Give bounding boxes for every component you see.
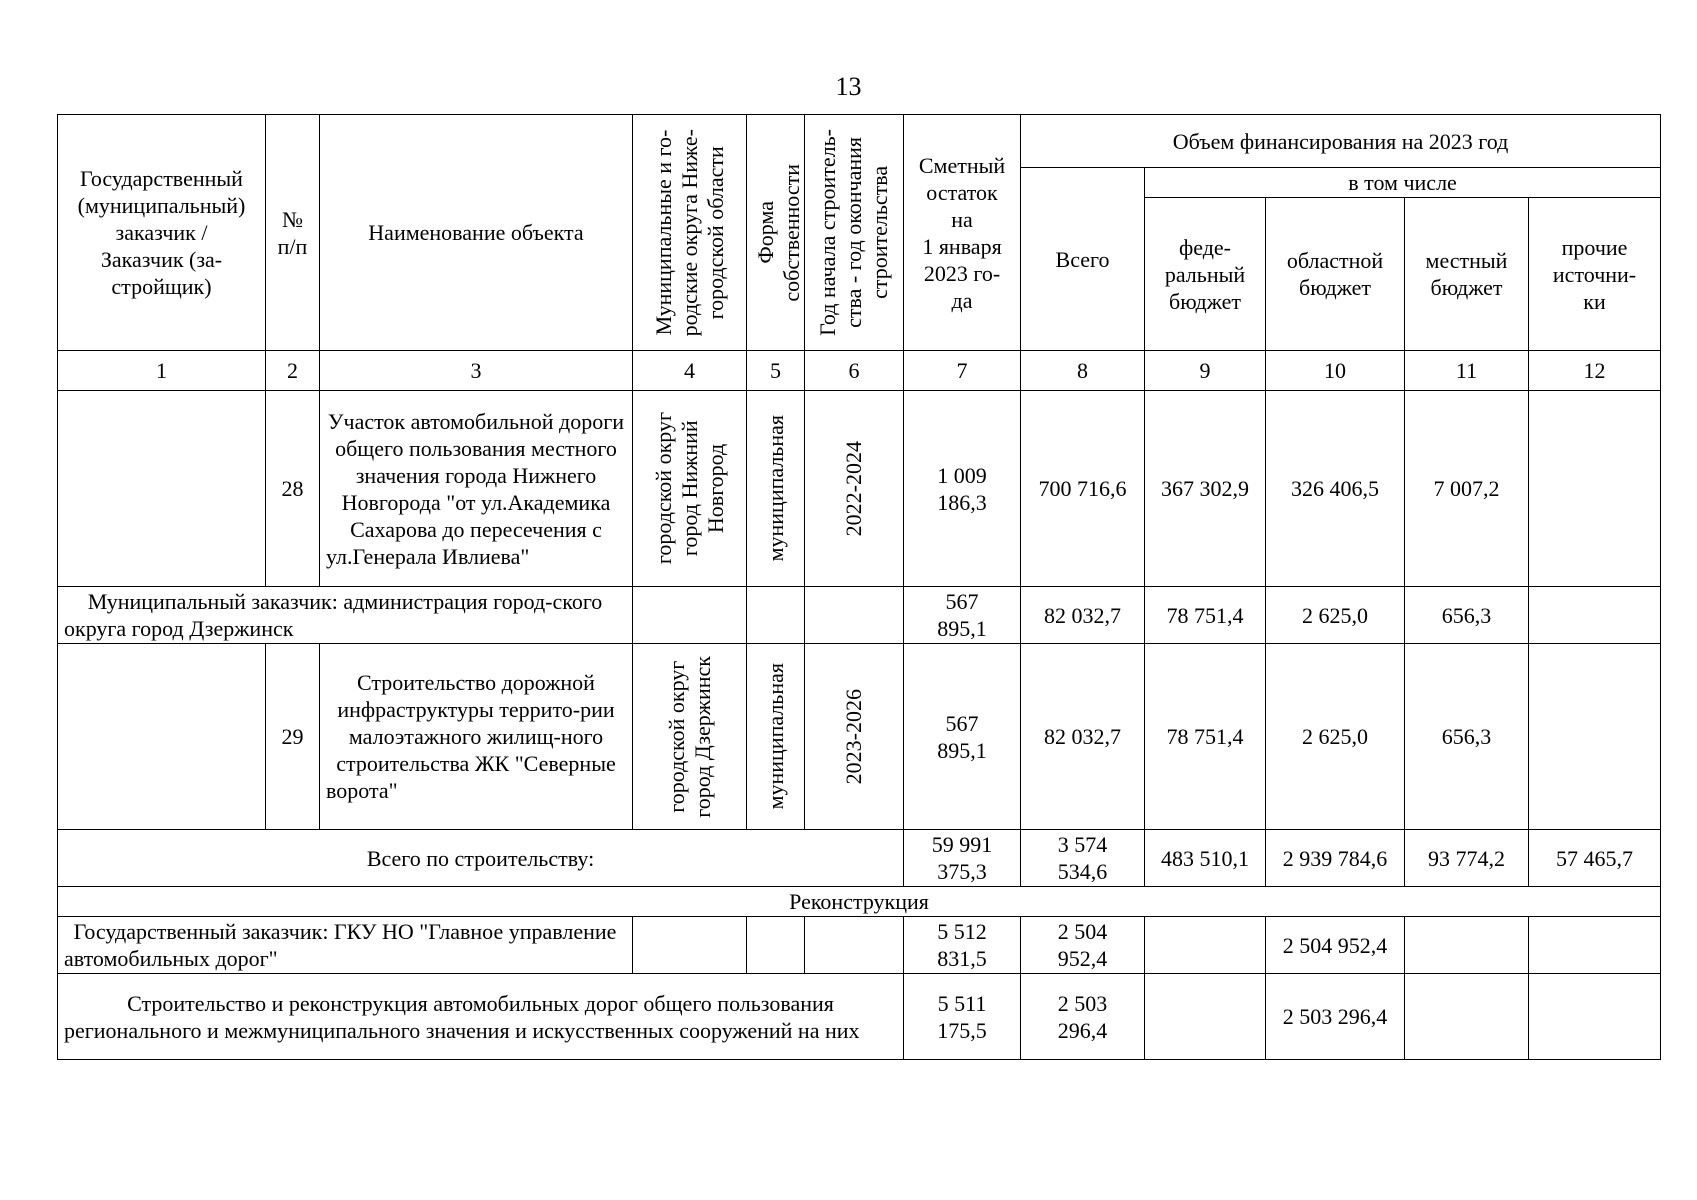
cell-years-text: 2023-2026 bbox=[841, 688, 866, 785]
column-number: 11 bbox=[1405, 351, 1529, 391]
cell-regional: 2 625,0 bbox=[1266, 587, 1405, 644]
cell-total: 2 503 296,4 bbox=[1021, 974, 1145, 1060]
cell-years-empty bbox=[805, 917, 904, 974]
column-number-row bbox=[58, 351, 1661, 391]
cell-other bbox=[1529, 391, 1661, 587]
cell-federal: 367 302,9 bbox=[1145, 391, 1266, 587]
cell-local: 656,3 bbox=[1405, 644, 1529, 830]
cell-federal: 78 751,4 bbox=[1145, 644, 1266, 830]
cell-balance: 1 009 186,3 bbox=[904, 391, 1021, 587]
cell-federal: 78 751,4 bbox=[1145, 587, 1266, 644]
cell-local bbox=[1405, 917, 1529, 974]
cell-balance: 567 895,1 bbox=[904, 587, 1021, 644]
cell-other bbox=[1529, 974, 1661, 1060]
cell-district bbox=[633, 391, 747, 587]
cell-district-text: городской округ город Дзержинск bbox=[663, 655, 715, 818]
cell-local: 7 007,2 bbox=[1405, 391, 1529, 587]
cell-total: 82 032,7 bbox=[1021, 644, 1145, 830]
column-number: 5 bbox=[747, 351, 805, 391]
cell-federal bbox=[1145, 917, 1266, 974]
column-number: 9 bbox=[1145, 351, 1266, 391]
cell-ownership-text: муниципальная bbox=[762, 415, 788, 562]
page-number: 13 bbox=[835, 72, 862, 101]
header-regional: областной бюджет bbox=[1266, 198, 1405, 351]
cell-total-label: Всего по строительству: bbox=[58, 830, 904, 887]
cell-federal bbox=[1145, 974, 1266, 1060]
cell-customer-empty bbox=[58, 644, 266, 830]
cell-ownership-text: муниципальная bbox=[762, 663, 788, 810]
cell-other bbox=[1529, 644, 1661, 830]
header-including: в том числе bbox=[1145, 168, 1661, 198]
table-row-29 bbox=[58, 644, 1661, 830]
header-financing-volume: Объем финансирования на 2023 год bbox=[1021, 115, 1661, 168]
cell-other: 57 465,7 bbox=[1529, 830, 1661, 887]
customer-row-gku bbox=[58, 917, 1661, 974]
cell-years bbox=[805, 644, 904, 830]
financing-table bbox=[57, 114, 1661, 1060]
header-districts-text: Муниципальные и го- родские округа Ниже- городской области bbox=[650, 128, 728, 337]
column-number: 2 bbox=[266, 351, 320, 391]
construction-total-row bbox=[58, 830, 1661, 887]
cell-program-label: Строительство и реконструкция автомобильных дорог общего пользования регионального и межмуниципального значения и искусственных сооружений на них bbox=[58, 974, 904, 1060]
header-local: местный бюджет bbox=[1405, 198, 1529, 351]
cell-total: 82 032,7 bbox=[1021, 587, 1145, 644]
cell-federal: 483 510,1 bbox=[1145, 830, 1266, 887]
header-total: Всего bbox=[1021, 168, 1145, 351]
cell-ownership-empty bbox=[747, 917, 805, 974]
column-number: 12 bbox=[1529, 351, 1661, 391]
cell-district-empty bbox=[633, 587, 747, 644]
cell-total: 2 504 952,4 bbox=[1021, 917, 1145, 974]
cell-num: 28 bbox=[266, 391, 320, 587]
table-row-28 bbox=[58, 391, 1661, 587]
header-other: прочие источни- ки bbox=[1529, 198, 1661, 351]
header-customer: Государственный (муниципальный) заказчик / Заказчик (за- стройщик) bbox=[58, 115, 266, 351]
header-ownership bbox=[747, 115, 805, 351]
cell-regional: 2 504 952,4 bbox=[1266, 917, 1405, 974]
header-estimated-balance: Сметный остаток на 1 января 2023 го- да bbox=[904, 115, 1021, 351]
cell-regional: 2 625,0 bbox=[1266, 644, 1405, 830]
cell-local: 656,3 bbox=[1405, 587, 1529, 644]
cell-customer-label: Государственный заказчик: ГКУ НО "Главное управление автомобильных дорог" bbox=[58, 917, 633, 974]
cell-district-empty bbox=[633, 917, 747, 974]
column-number: 3 bbox=[320, 351, 633, 391]
cell-years-empty bbox=[805, 587, 904, 644]
cell-num: 29 bbox=[266, 644, 320, 830]
cell-other bbox=[1529, 917, 1661, 974]
header-federal: феде- ральный бюджет bbox=[1145, 198, 1266, 351]
cell-district bbox=[633, 644, 747, 830]
column-number: 8 bbox=[1021, 351, 1145, 391]
header-districts bbox=[633, 115, 747, 351]
cell-regional: 2 503 296,4 bbox=[1266, 974, 1405, 1060]
column-number: 10 bbox=[1266, 351, 1405, 391]
cell-total: 700 716,6 bbox=[1021, 391, 1145, 587]
cell-district-text: городской округ город Нижний Новгород bbox=[650, 412, 728, 565]
column-number: 4 bbox=[633, 351, 747, 391]
header-years bbox=[805, 115, 904, 351]
cell-regional: 326 406,5 bbox=[1266, 391, 1405, 587]
header-num: № п/п bbox=[266, 115, 320, 351]
customer-row-dzerzhinsk bbox=[58, 587, 1661, 644]
column-number: 7 bbox=[904, 351, 1021, 391]
cell-customer-label: Муниципальный заказчик: администрация город-ского округа город Дзержинск bbox=[58, 587, 633, 644]
cell-years bbox=[805, 391, 904, 587]
header-row-1 bbox=[58, 115, 1661, 168]
cell-object-name: Участок автомобильной дороги общего пользования местного значения города Нижнего Новгорода "от ул.Академика Сахарова до пересечения с ул.Генерала Ивлиева" bbox=[320, 391, 633, 587]
cell-ownership bbox=[747, 644, 805, 830]
program-row-roads bbox=[58, 974, 1661, 1060]
cell-balance: 5 511 175,5 bbox=[904, 974, 1021, 1060]
cell-regional: 2 939 784,6 bbox=[1266, 830, 1405, 887]
column-number: 6 bbox=[805, 351, 904, 391]
column-number: 1 bbox=[58, 351, 266, 391]
header-years-text: Год начала строитель- ства - год окончания строительства bbox=[815, 129, 892, 336]
cell-ownership-empty bbox=[747, 587, 805, 644]
cell-customer-empty bbox=[58, 391, 266, 587]
cell-other bbox=[1529, 587, 1661, 644]
cell-local bbox=[1405, 974, 1529, 1060]
section-title-row bbox=[58, 887, 1661, 917]
cell-balance: 567 895,1 bbox=[904, 644, 1021, 830]
section-title-reconstruction: Реконструкция bbox=[58, 887, 1661, 917]
cell-balance: 59 991 375,3 bbox=[904, 830, 1021, 887]
cell-object-name: Строительство дорожной инфраструктуры террито-рии малоэтажного жилищ-ного строительства ЖК "Северные ворота" bbox=[320, 644, 633, 830]
header-object-name: Наименование объекта bbox=[320, 115, 633, 351]
cell-local: 93 774,2 bbox=[1405, 830, 1529, 887]
cell-total: 3 574 534,6 bbox=[1021, 830, 1145, 887]
cell-balance: 5 512 831,5 bbox=[904, 917, 1021, 974]
cell-years-text: 2022-2024 bbox=[841, 440, 866, 537]
header-ownership-text: Форма собственности bbox=[753, 163, 804, 302]
cell-ownership bbox=[747, 391, 805, 587]
